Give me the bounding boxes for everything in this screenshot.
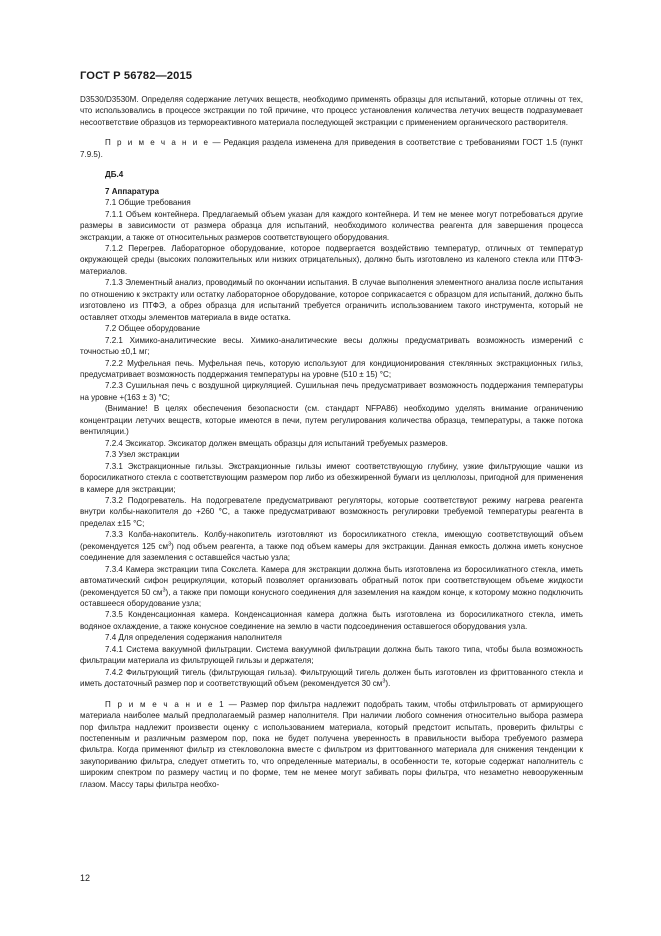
subsection-7-3: 7.3 Узел экстракции	[105, 450, 180, 460]
paragraph-7-3-5: 7.3.5 Конденсационная камера. Конденсационная камера должна быть изготовлена из боросиликатного стекла, иметь водяное охлаждение, а также конусное соединение на землю в части подсоединения оставшегося оборудования узла.	[80, 610, 583, 631]
subsection-7-4: 7.4 Для определения содержания наполнителя	[105, 633, 282, 643]
paragraph-7-2-2: 7.2.2 Муфельная печь. Муфельная печь, которую используют для кондиционирования стеклянных экстракционных гильз, предусматривает возможность поддержания температуры на уровне (510 ± 15) °С;	[80, 358, 583, 379]
paragraph-7-3-4-part-b: ), а также при помощи конусного соединения для заземления на каждом конце, к которому можно подключить оставшееся оборудование узла;	[80, 587, 583, 609]
paragraph-7-1-1: 7.1.1 Объем контейнера. Предлагаемый объем указан для каждого контейнера. И тем не менее могут потребоваться другие размеры в зависимости от размера образца для испытаний, необходимого количества реагента для завершения процесса экстракции, а также от относительных размеров соответствующего оборудования.	[80, 209, 583, 242]
paragraph-7-3-3-part-b: ) под объем реагента, а также под объем камеры для экстракции. Данная емкость должна иметь конусное соединение для заземления с оставшейся частью узла;	[80, 541, 583, 563]
paragraph-intro: D3530/D3530M. Определяя содержание летучих веществ, необходимо применять образцы для испытаний, которые отличны от тех, что использовались в процессе экстракции по той причине, что процесс установления количества летучих веществ подразумевает несоответствие образцов из термореактивного материала последующей экстракции с применением органического растворителя.	[80, 95, 583, 127]
superscript-cube: 3	[162, 586, 166, 593]
paragraph-7-1-2: 7.1.2 Перегрев. Лабораторное оборудование, которое подвергается воздействию температур, отличных от температур окружающей среды (высоких положительных или низких отрицательных), должно быть изготовлено из каленого стекла или ПТФЭ-материалов.	[80, 243, 583, 276]
section-heading-7: 7 Аппаратура	[105, 186, 160, 196]
subsection-7-2: 7.2 Общее оборудование	[105, 324, 200, 334]
paragraph-7-2-1: 7.2.1 Химико-аналитические весы. Химико-аналитические весы должны предусматривать возможность измерений с точностью ±0,1 мг;	[80, 335, 583, 357]
superscript-cube: 3	[168, 541, 172, 548]
paragraph-7-3-3-part-a: 7.3.3 Колба-накопитель. Колбу-накопитель изготовляют из боросиликатного стекла, имеющую соответствующий объем (рекомендуется 125 см	[80, 530, 583, 551]
subsection-7-1: 7.1 Общие требования	[105, 198, 191, 208]
superscript-cube: 3	[382, 678, 386, 685]
paragraph-7-3-4-part-a: 7.3.4 Камера экстракции типа Сокслета. Камера для экстракции должна быть изготовлена из боросиликатного стекла, иметь автоматический сифон рециркуляции, который позволяет организовать обратный поток при соответствующем объеме жидкости (рекомендуется 50 см	[80, 564, 583, 597]
paragraph-7-2-3-warning: (Внимание! В целях обеспечения безопасности (см. стандарт NFPA86) необходимо уделять внимание ограничению концентрации летучих веществ, которые имеются в печи, путем регулирования количества образца, температуры, а также потока вентиляции.)	[80, 404, 583, 437]
paragraph-7-3-4	[80, 564, 583, 610]
page-body	[80, 94, 583, 790]
note-text: — Редакция раздела изменена для приведения в соответствие с требованиями ГОСТ 1.5 (пункт 7.9.5).	[80, 138, 583, 159]
note-label: П р и м е ч а н и е	[105, 138, 210, 148]
paragraph-7-4-2-part-b: ).	[385, 679, 391, 689]
paragraph-7-2-3: 7.2.3 Сушильная печь с воздушной циркуляцией. Сушильная печь предусматривает возможность поддержания температуры на уровне +(163 ± 3) °С;	[80, 381, 583, 402]
paragraph-7-3-2: 7.3.2 Подогреватель. На подогревателе предусматривают регуляторы, которые соответствуют режиму нагрева реагента внутри колбы-накопителя до +260 °С, а также предусматривают возможность регулировки требуемой температуры реагента в пределах ±15 °С;	[80, 495, 583, 528]
note-text: — Размер пор фильтра надлежит подобрать таким, чтобы отфильтровать от армирующего материала наиболее малый предполагаемый размер наполнителя. При наличии любого сомнения относительно выбора размера пор фильтра надлежит произвести оценку с использованием материала, который предстоит испытать, проверить фильтры с постепенным и различным размером пор, пока не будет получена уверенность в правильности выбора требуемого размера фильтра. Когда применяют фильтр из стекловолокна вместе с фильтром из фриттованного материала для снижения тенденции к закупориванию фильтра, следует отметить то, что определенные материалы, в особенности те, которые содержат наполнитель с широким спектром по размеру частиц и по форме, тем не менее могут забивать поры фильтра, что незаметно невооруженным глазом. Массу тары фильтра необхо-	[80, 699, 584, 789]
note-label: П р и м е ч а н и е 1	[105, 699, 226, 709]
note-2	[80, 699, 583, 791]
paragraph-7-2-4: 7.2.4 Эксикатор. Эксикатор должен вмещать образцы для испытаний требуемых размеров.	[105, 438, 448, 448]
paragraph-7-4-1: 7.4.1 Система вакуумной фильтрации. Система вакуумной фильтрации должна быть такого типа, чтобы была возможность фильтрации материала из фильтрующей гильзы и держателя;	[80, 644, 583, 666]
paragraph-7-4-2	[80, 667, 583, 690]
page-number: 12	[80, 873, 91, 883]
annex-section-heading: ДБ.4	[105, 170, 124, 180]
document-header: ГОСТ Р 56782—2015	[80, 70, 193, 82]
paragraph-7-3-1: 7.3.1 Экстракционные гильзы. Экстракционные гильзы имеют соответствующую глубину, узкие фильтрующие чашки из боросиликатного стекла с соответствующим размером пор либо из обезжиренной бумаги из целлюлозы, пригодной для применения в камере для экстракции;	[80, 461, 583, 494]
paragraph-7-4-2-part-a: 7.4.2 Фильтрующий тигель (фильтрующая гильза). Фильтрующий тигель должен быть изготовлен из фриттованного стекла и иметь достаточный размер пор и соответствующий объем (рекомендуется 30 см	[80, 667, 583, 689]
note-1	[80, 137, 583, 160]
paragraph-7-1-3: 7.1.3 Элементный анализ, проводимый по окончании испытания. В случае выполнения элементного анализа после испытания по отношению к экстракту или остатку лабораторное оборудование, которое соприкасается с образцом для испытаний, должно быть изготовлено из ПТФЭ, а обрез образца для испытаний требуется ограничить использованием такого инструмента, который не оставляет отходы элементов материала в виде остатка.	[80, 278, 583, 322]
paragraph-7-3-3	[80, 529, 583, 563]
